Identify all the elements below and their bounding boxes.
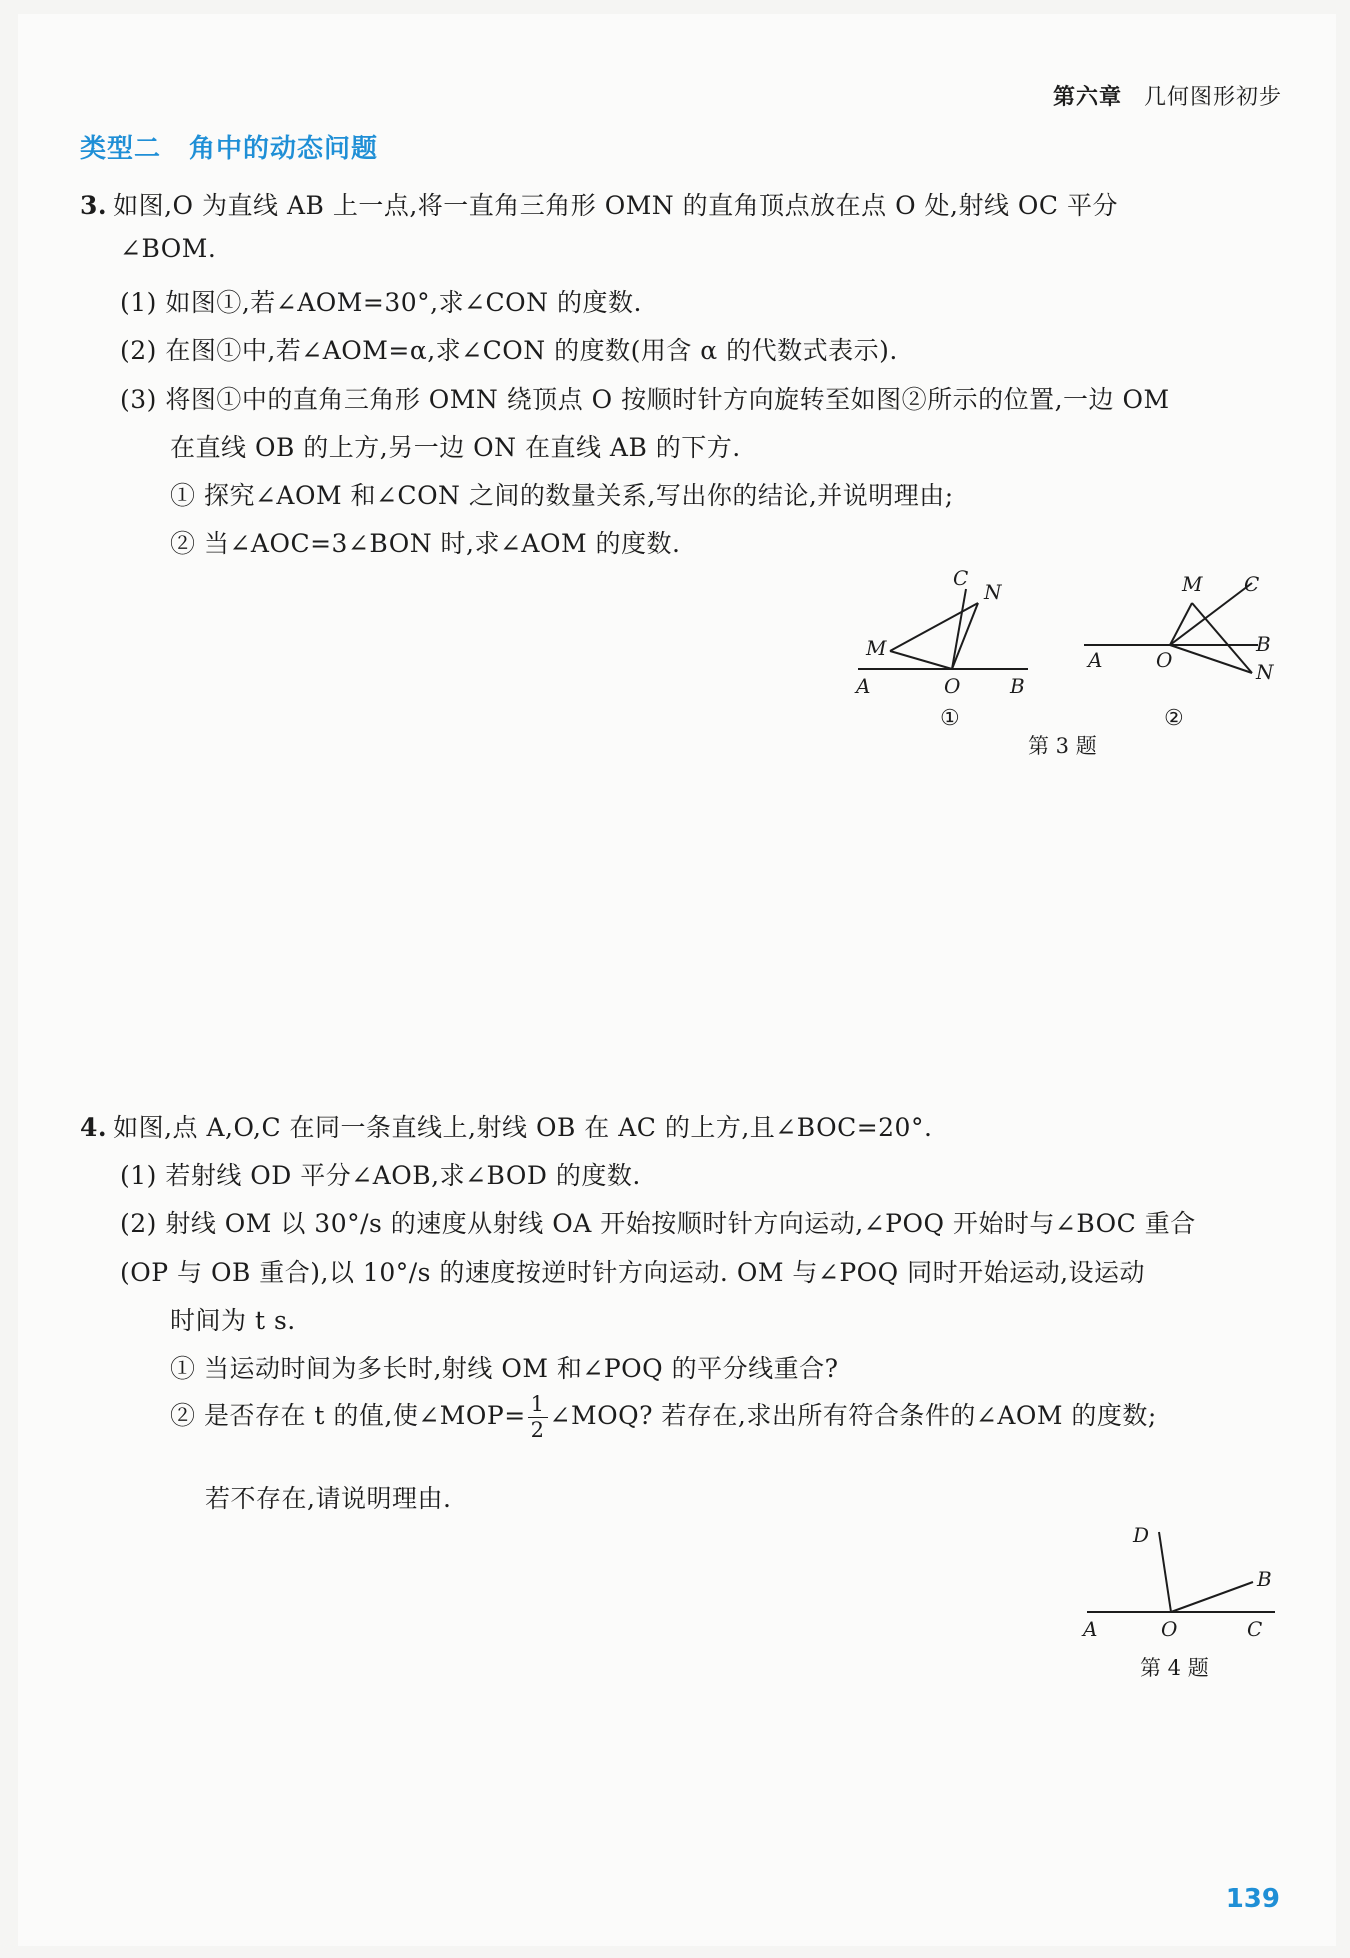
q4-part2-line1: (2) 射线 OM 以 30°/s 的速度从射线 OA 开始按顺时针方向运动,∠POQ 开始时与∠BOC 重合 [120, 1209, 1196, 1238]
q3-figure-1 [850, 565, 1040, 735]
ray-oc [952, 589, 966, 669]
q3-number: 3. [80, 191, 108, 220]
q3-stem-line2: ∠BOM. [120, 234, 217, 263]
label-c: C [1244, 572, 1260, 596]
section-label: 类型二 [80, 134, 162, 164]
segment-on [952, 603, 978, 669]
ray-ob [1171, 1582, 1253, 1612]
label-a: A [856, 674, 871, 698]
label-n: N [984, 580, 1002, 604]
label-b: B [1256, 632, 1271, 656]
label-n: N [1256, 660, 1274, 684]
q4-sub2-prefix: ② 是否存在 t 的值,使∠MOP= [170, 1401, 526, 1430]
q3-sub1: ① 探究∠AOM 和∠CON 之间的数量关系,写出你的结论,并说明理由; [170, 481, 954, 510]
q4-stem-line1 [80, 1108, 932, 1144]
figure-tag: ① [940, 706, 960, 731]
ray-od [1159, 1532, 1171, 1612]
label-o: O [944, 674, 961, 698]
q3-stem-text: 如图,O 为直线 AB 上一点,将一直角三角形 OMN 的直角顶点放在点 O 处,射线 OC 平分 [113, 191, 1118, 220]
chapter-number: 第六章 [1052, 84, 1122, 110]
q4-sub2 [170, 1394, 1157, 1441]
q4-part2-line2: (OP 与 OB 重合),以 10°/s 的速度按逆时针方向运动. OM 与∠POQ 同时开始运动,设运动 [120, 1258, 1146, 1287]
segment-mn [890, 603, 978, 651]
segment-om [890, 651, 952, 669]
fraction-denominator: 2 [530, 1418, 545, 1442]
q4-number: 4. [80, 1113, 108, 1142]
label-a: A [1088, 648, 1103, 672]
q4-stem-text: 如图,点 A,O,C 在同一条直线上,射线 OB 在 AC 的上方,且∠BOC=20°. [113, 1113, 933, 1142]
label-b: B [1257, 1567, 1272, 1591]
q3-stem-line1 [80, 186, 1118, 222]
q4-figure [1075, 1520, 1295, 1640]
label-o: O [1156, 648, 1173, 672]
label-o: O [1161, 1617, 1178, 1640]
label-c: C [953, 566, 969, 590]
section-title [80, 128, 378, 165]
q3-sub2: ② 当∠AOC=3∠BON 时,求∠AOM 的度数. [170, 529, 681, 558]
chapter-title: 几何图形初步 [1143, 85, 1282, 110]
q3-part3-line1: (3) 将图①中的直角三角形 OMN 绕顶点 O 按顺时针方向旋转至如图②所示的位置,一边 OM [120, 385, 1170, 414]
running-header [1053, 80, 1282, 111]
label-c: C [1247, 1617, 1263, 1640]
q4-sub1: ① 当运动时间为多长时,射线 OM 和∠POQ 的平分线重合? [170, 1354, 839, 1383]
page-number: 139 [1225, 1884, 1280, 1914]
q3-figure-2 [1080, 565, 1300, 735]
label-m: M [1182, 572, 1203, 596]
q3-figure-caption: 第 3 题 [1028, 734, 1097, 758]
q4-part1: (1) 若射线 OD 平分∠AOB,求∠BOD 的度数. [120, 1161, 641, 1190]
q4-part2-line3: 时间为 t s. [170, 1306, 296, 1335]
q3-part2: (2) 在图①中,若∠AOM=α,求∠CON 的度数(用含 α 的代数式表示). [120, 336, 898, 365]
q3-part1: (1) 如图①,若∠AOM=30°,求∠CON 的度数. [120, 288, 642, 317]
label-a: A [1083, 1617, 1098, 1640]
label-m: M [866, 636, 887, 660]
fraction-numerator: 1 [528, 1394, 548, 1418]
label-d: D [1133, 1523, 1150, 1547]
q4-figure-caption: 第 4 题 [1140, 1656, 1209, 1680]
label-b: B [1010, 674, 1025, 698]
q4-sub2-tail: 若不存在,请说明理由. [205, 1484, 452, 1513]
fraction-one-half [528, 1394, 548, 1441]
q4-sub2-suffix: ∠MOQ? 若存在,求出所有符合条件的∠AOM 的度数; [549, 1401, 1157, 1430]
section-heading: 角中的动态问题 [189, 134, 379, 164]
figure-tag: ② [1164, 706, 1184, 731]
q3-part3-line2: 在直线 OB 的上方,另一边 ON 在直线 AB 的下方. [170, 433, 741, 462]
segment-om [1170, 603, 1192, 645]
